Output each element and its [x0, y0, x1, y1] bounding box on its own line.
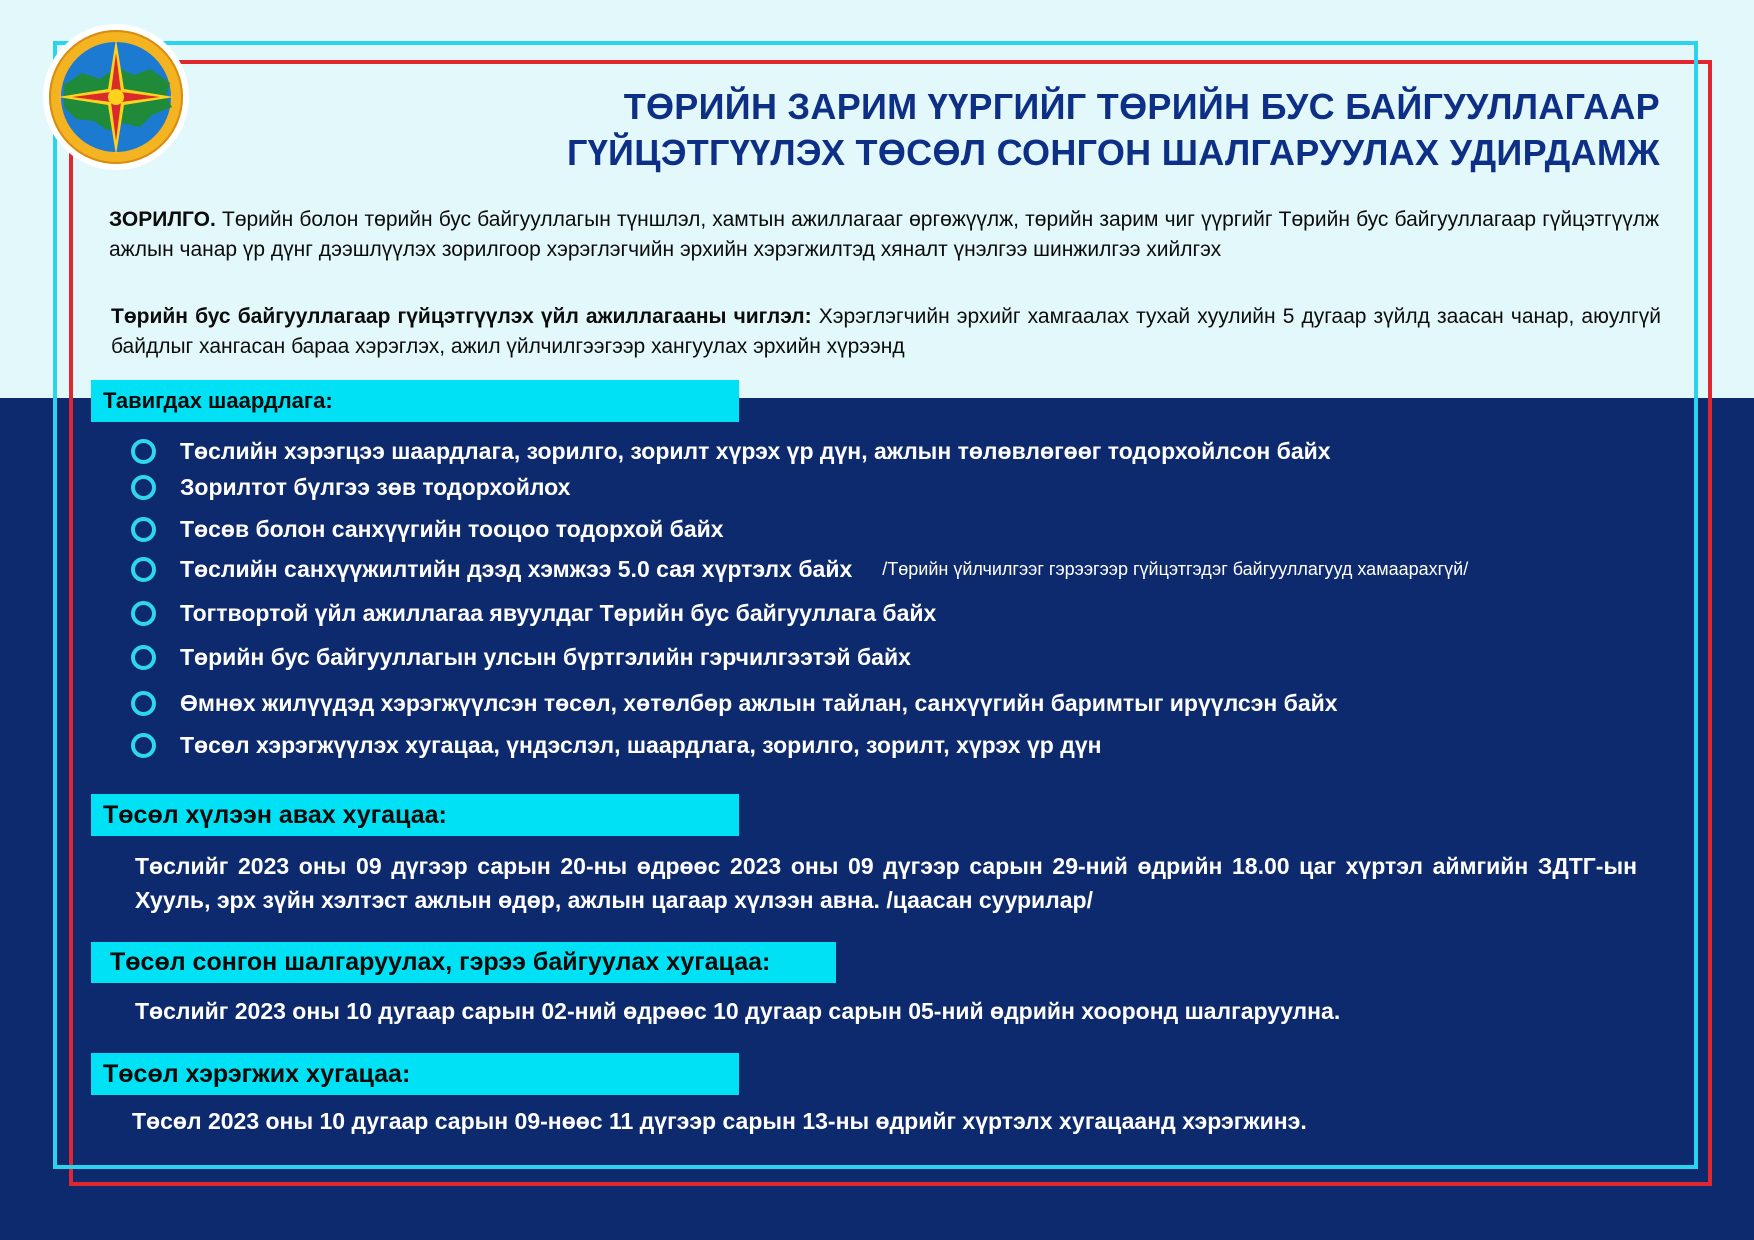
circle-bullet-icon: [131, 475, 156, 500]
list-item: [131, 597, 936, 629]
list-item-text: Төсөв болон санхүүгийн тооцоо тодорхой байх: [180, 515, 724, 542]
goal-paragraph: [109, 205, 1659, 265]
list-item-text: Төрийн бус байгууллагын улсын бүртгэлийн гэрчилгээтэй байх: [180, 643, 911, 670]
selection-period-text: Төслийг 2023 оны 10 дугаар сарын 02-ний өдрөөс 10 дугаар сарын 05-ний өдрийн хооронд шалгаруулна.: [135, 998, 1341, 1024]
circle-bullet-icon: [131, 439, 156, 464]
requirements-heading: Тавигдах шаардлага:: [91, 380, 739, 422]
list-item: [131, 687, 1338, 719]
circle-bullet-icon: [131, 645, 156, 670]
list-item: [131, 435, 1331, 467]
agency-emblem-icon: [42, 23, 190, 171]
list-item-text: Төслийн хэрэгцээ шаардлага, зорилго, зорилт хүрэх үр дүн, ажлын төлөвлөгөөг тодорхойлсон байх: [180, 437, 1331, 464]
page-title-line1: ТӨРИЙН ЗАРИМ ҮҮРГИЙГ ТӨРИЙН БУС БАЙГУУЛЛАГААР: [623, 86, 1660, 127]
implementation-period-heading: Төсөл хэрэгжих хугацаа:: [91, 1053, 739, 1095]
list-item: [131, 553, 1468, 585]
page-title: [380, 84, 1660, 176]
direction-text: Хэрэглэгчийн эрхийг хамгаалах тухай хуулийн 5 дугаар зүйлд заасан чанар, аюулгүй байдлыг хангасан бараа хэрэглэх, ажил үйлчилгээгээр хангуулах эрхийн хүрээнд: [111, 305, 1661, 358]
circle-bullet-icon: [131, 557, 156, 582]
circle-bullet-icon: [131, 733, 156, 758]
list-item: [131, 471, 570, 503]
list-item-text: Зорилтот бүлгээ зөв тодорхойлох: [180, 473, 571, 500]
list-item-note: /Төрийн үйлчилгээг гэрээгээр гүйцэтгэдэг байгууллагууд хамаарахгүй/: [882, 558, 1469, 579]
goal-label: ЗОРИЛГО.: [109, 208, 216, 231]
direction-paragraph: [111, 302, 1661, 362]
circle-bullet-icon: [131, 691, 156, 716]
implementation-period-text: Төсөл 2023 оны 10 дугаар сарын 09-нөөс 11 дүгээр сарын 13-ны өдрийг хүртэлх хугацаанд хэрэгжинэ.: [132, 1108, 1307, 1134]
circle-bullet-icon: [131, 517, 156, 542]
receive-period-heading: Төсөл хүлээн авах хугацаа:: [91, 794, 739, 836]
list-item-text: Өмнөх жилүүдэд хэрэгжүүлсэн төсөл, хөтөлбөр ажлын тайлан, санхүүгийн баримтыг ирүүлсэн байх: [180, 689, 1338, 716]
list-item-text: Төсөл хэрэгжүүлэх хугацаа, үндэслэл, шаардлага, зорилго, зорилт, хүрэх үр дүн: [180, 731, 1102, 758]
direction-label: Төрийн бус байгууллагаар гүйцэтгүүлэх үйл ажиллагааны чиглэл:: [111, 305, 812, 328]
circle-bullet-icon: [131, 601, 156, 626]
list-item: [131, 641, 911, 673]
goal-text: Төрийн болон төрийн бус байгууллагын түншлэл, хамтын ажиллагааг өргөжүүлж, төрийн зарим чиг үүргийг Төрийн бус байгууллагаар гүйцэтгүүлж ажлын чанар үр дүнг дээшлүүлэх зорилгоор хэрэглэгчийн эрхийн хэрэгжилтэд хяналт үнэлгээ шинжилгээ хийлгэх: [109, 208, 1659, 261]
list-item-text: Тогтвортой үйл ажиллагаа явуулдаг Төрийн бус байгууллага байх: [180, 599, 937, 626]
page-title-line2: ГҮЙЦЭТГҮҮЛЭХ ТӨСӨЛ СОНГОН ШАЛГАРУУЛАХ УДИРДАМЖ: [567, 132, 1660, 173]
receive-period-text: Төслийг 2023 оны 09 дүгээр сарын 20-ны өдрөөс 2023 оны 09 дүгээр сарын 29-ний өдрийн 18.00 цаг хүртэл аймгийн ЗДТГ-ын Хууль, эрх зүйн хэлтэст ажлын өдөр, ажлын цагаар хүлээн авна. /цаасан суурилар/: [135, 853, 1637, 913]
list-item: [131, 513, 724, 545]
list-item-text: Төслийн санхүүжилтийн дээд хэмжээ 5.0 сая хүртэлх байх: [180, 555, 853, 582]
list-item: [131, 729, 1102, 761]
selection-period-heading: Төсөл сонгон шалгаруулах, гэрээ байгуулах хугацаа:: [91, 942, 836, 983]
